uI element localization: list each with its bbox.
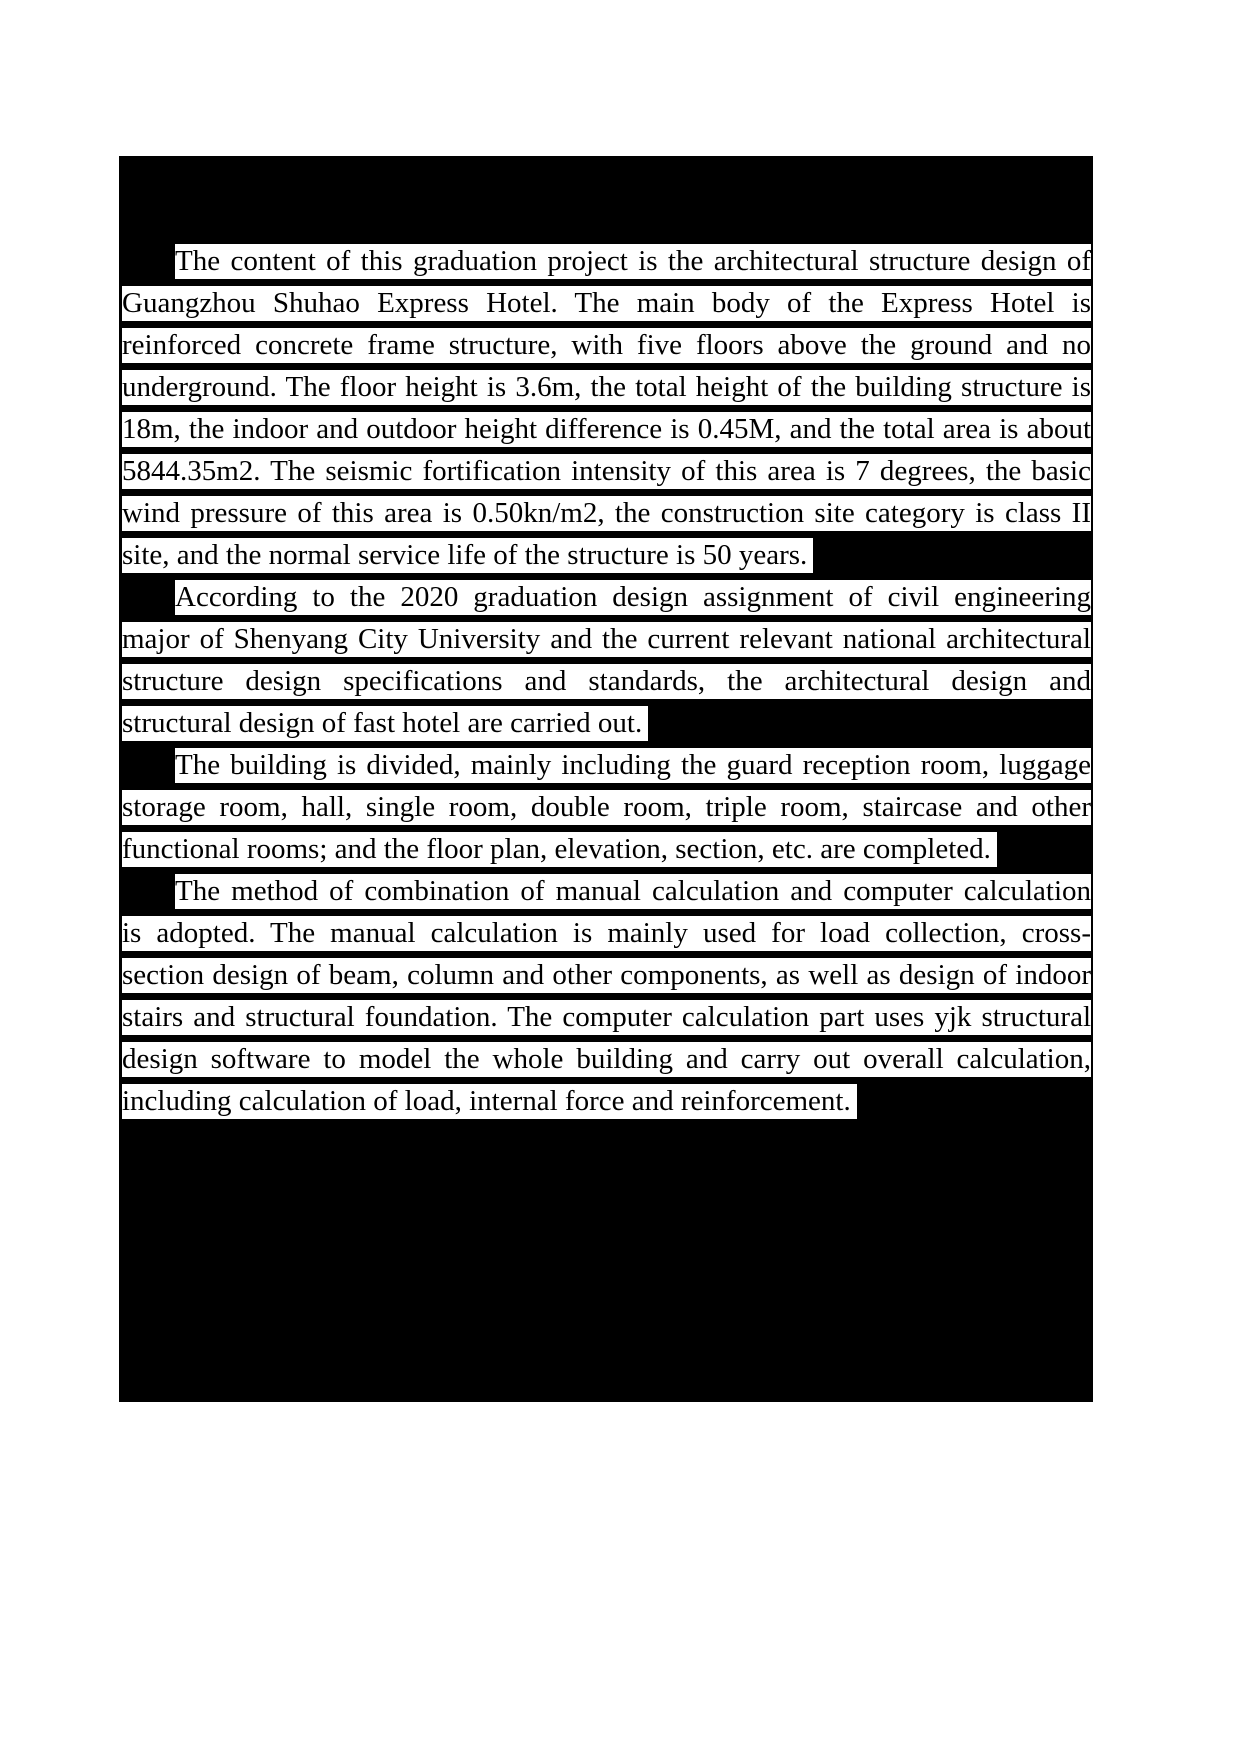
text-line: stairs and structural foundation. The computer calculation part uses yjk structural bbox=[122, 1001, 1091, 1033]
text-line: The building is divided, mainly including the guard reception room, luggage bbox=[175, 749, 1091, 781]
text-line: reinforced concrete frame structure, with five floors above the ground and no bbox=[122, 329, 1091, 361]
abstract-text bbox=[122, 244, 1091, 1119]
text-line: 5844.35m2. The seismic fortification intensity of this area is 7 degrees, the basic bbox=[122, 455, 1091, 487]
text-line: 18m, the indoor and outdoor height difference is 0.45M, and the total area is about bbox=[122, 413, 1091, 445]
text-line: The content of this graduation project is the architectural structure design of bbox=[175, 245, 1091, 277]
text-line: major of Shenyang City University and the current relevant national architectural bbox=[122, 623, 1091, 655]
text-line: storage room, hall, single room, double room, triple room, staircase and other bbox=[122, 791, 1091, 823]
abstract-section bbox=[119, 156, 1093, 1402]
text-line: Guangzhou Shuhao Express Hotel. The main body of the Express Hotel is bbox=[122, 287, 1091, 319]
text-line: functional rooms; and the floor plan, elevation, section, etc. are completed. bbox=[122, 832, 997, 867]
text-line: structural design of fast hotel are carried out. bbox=[122, 706, 648, 741]
text-line: According to the 2020 graduation design assignment of civil engineering bbox=[175, 581, 1091, 613]
text-line: is adopted. The manual calculation is mainly used for load collection, cross- bbox=[122, 917, 1091, 949]
text-line: site, and the normal service life of the structure is 50 years. bbox=[122, 538, 813, 573]
text-line: section design of beam, column and other components, as well as design of indoor bbox=[122, 959, 1091, 991]
text-line: wind pressure of this area is 0.50kn/m2, the construction site category is class II bbox=[122, 497, 1091, 529]
text-line: The method of combination of manual calculation and computer calculation bbox=[175, 875, 1091, 907]
text-line: structure design specifications and standards, the architectural design and bbox=[122, 665, 1091, 697]
text-line: underground. The floor height is 3.6m, the total height of the building structure is bbox=[122, 371, 1091, 403]
text-line: including calculation of load, internal force and reinforcement. bbox=[122, 1084, 857, 1119]
text-line: design software to model the whole building and carry out overall calculation, bbox=[122, 1043, 1091, 1075]
